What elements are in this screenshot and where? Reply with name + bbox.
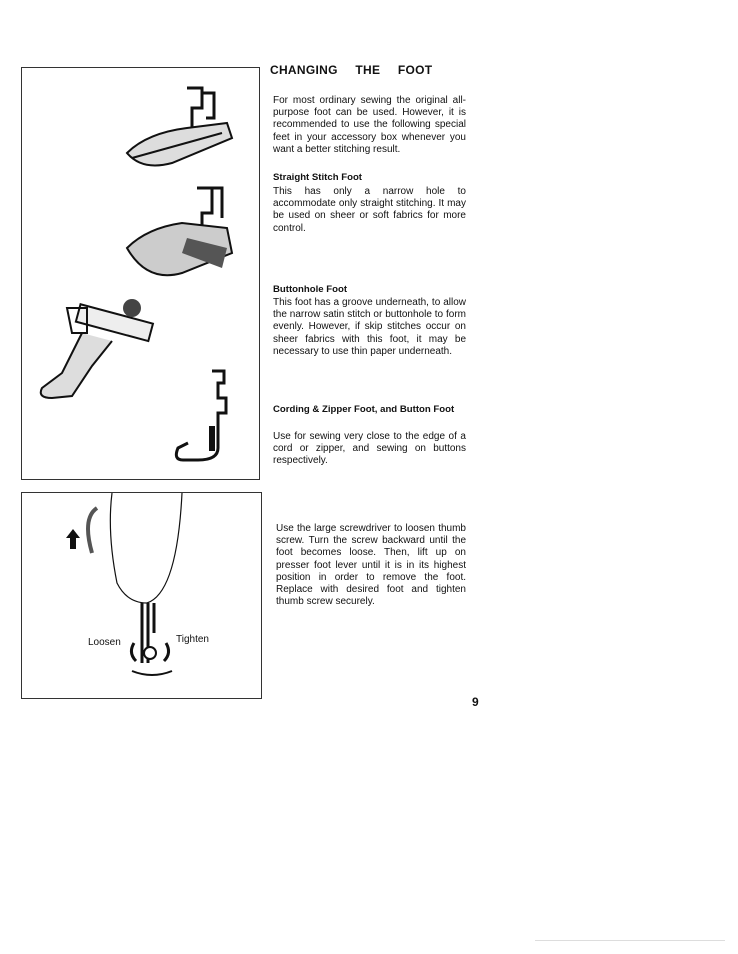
machine-head-illustration [72,493,222,683]
section-body-buttonhole: This foot has a groove underneath, to allow the narrow satin stitch or buttonhole to form evenly. However, if skip stitches occur on sheer fabrics with this foot, it may be necessary to use thin paper underneath. [273,297,466,357]
section-heading-cording-zipper: Cording & Zipper Foot, and Button Foot [273,404,455,415]
section-heading-straight-stitch: Straight Stitch Foot [273,172,362,183]
all-purpose-foot-illustration [117,83,247,178]
up-arrow-icon [66,529,80,549]
zipper-foot-illustration [167,366,247,466]
intro-paragraph: For most ordinary sewing the original all-purpose foot can be used. However, it is recommended to use the following special feet in your accessory box whenever you want a better stitching result. [273,95,466,155]
footer-rule [535,940,725,941]
section-heading-buttonhole: Buttonhole Foot [273,284,348,295]
section-body-cording-zipper: Use for sewing very close to the edge of a cord or zipper, and sewing on buttons respectively. [273,431,466,467]
page-title: CHANGING THE FOOT [270,63,433,77]
instructions-paragraph: Use the large screwdriver to loosen thumb screw. Turn the screw backward until the foot becomes loose. Then, lift up on presser foot lever until it is in its highest position in order to remove the foot. Replace with desired foot and tighten thumb screw securely. [276,523,466,608]
buttonhole-foot-illustration [37,293,177,408]
section-body-straight-stitch: This has only a narrow hole to accommodate only straight stitching. It may be used on sheer or soft fabrics for more control. [273,186,466,234]
straight-stitch-foot-illustration [117,183,247,283]
page-number: 9 [472,695,479,709]
tighten-label: Tighten [176,634,209,645]
thumb-screw-figure [21,492,262,699]
presser-feet-figure [21,67,260,480]
loosen-label: Loosen [88,637,121,648]
